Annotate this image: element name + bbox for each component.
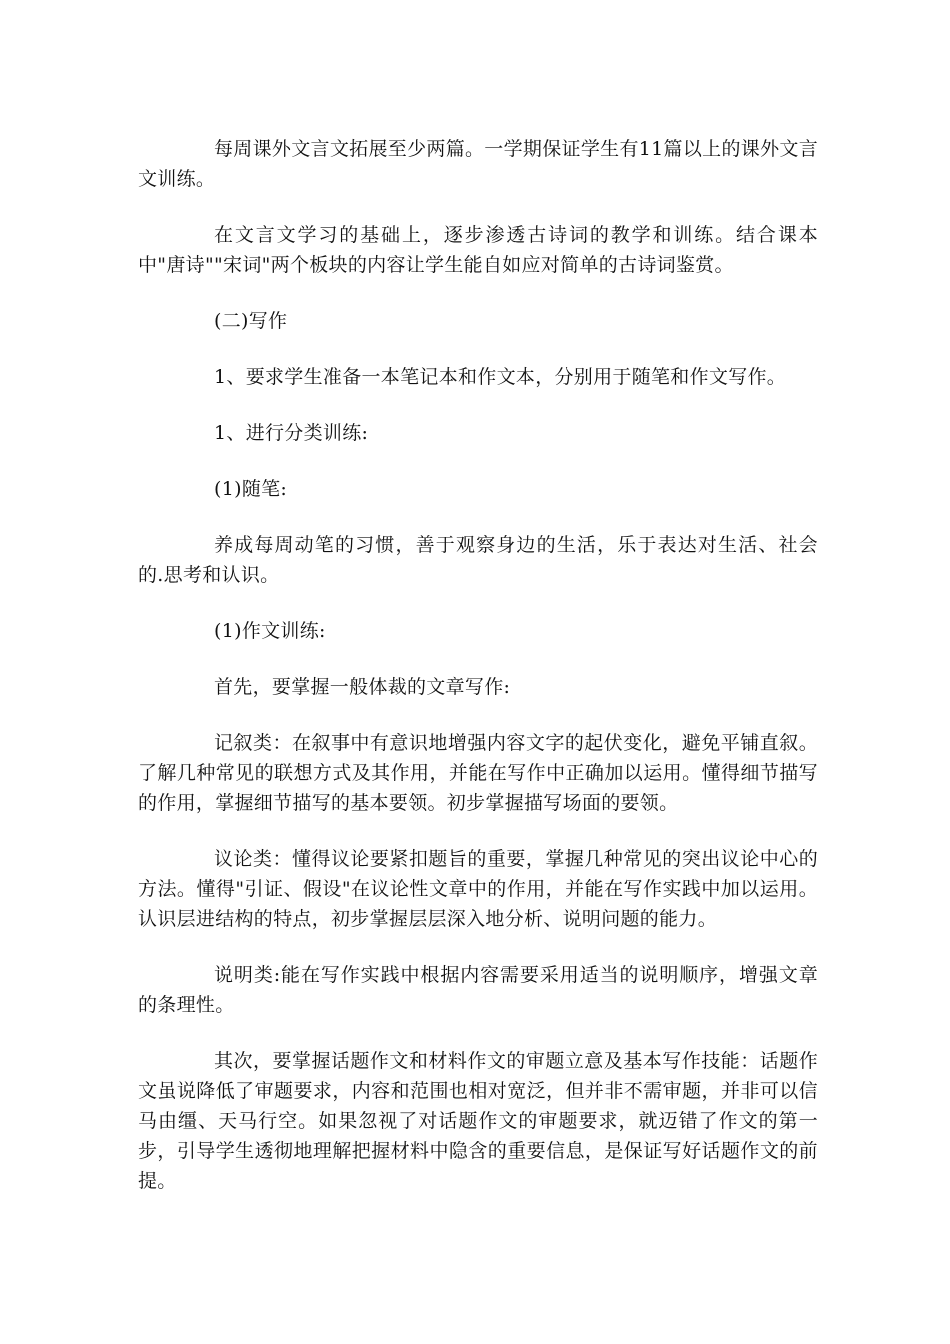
paragraph-classified-training: 1、进行分类训练: [214,422,369,444]
paragraph-classical-reading: 每周课外文言文拓展至少两篇。一学期保证学生有11篇以上的课外文言文训练。 [138,138,818,190]
paragraph-poetry: 在文言文学习的基础上，逐步渗透古诗词的教学和训练。结合课本中"唐诗""宋词"两个板块的内容让学生能自如应对简单的古诗词鉴赏。 [138,224,818,276]
subheading-essay-notes: (1)随笔: [214,478,288,500]
paragraph-argumentative: 议论类：懂得议论要紧扣题旨的重要，掌握几种常见的突出议论中心的方法。懂得"引证、假设"在议论性文章中的作用，并能在写作实践中加以运用。认识层进结构的特点，初步掌握层层深入地分析、说明问题的能力。 [138,848,818,930]
section-heading-writing: (二)写作 [214,310,288,332]
paragraph-notebook: 1、要求学生准备一本笔记本和作文本，分别用于随笔和作文写作。 [214,366,787,388]
paragraph-topic-essay: 其次，要掌握话题作文和材料作文的审题立意及基本写作技能：话题作文虽说降低了审题要求，内容和范围也相对宽泛，但并非不需审题，并非可以信马由缰、天马行空。如果忽视了对话题作文的审题要求，就迈错了作文的第一步，引导学生透彻地理解把握材料中隐含的重要信息，是保证写好话题作文的前提。 [138,1050,818,1192]
paragraph-expository: 说明类:能在写作实践中根据内容需要采用适当的说明顺序，增强文章的条理性。 [138,964,818,1016]
document-body [138,134,818,1222]
subheading-composition-training: (1)作文训练: [214,620,326,642]
paragraph-weekly-writing: 养成每周动笔的习惯，善于观察身边的生活，乐于表达对生活、社会的.思考和认识。 [138,534,818,586]
paragraph-narrative: 记叙类：在叙事中有意识地增强内容文字的起伏变化，避免平铺直叙。了解几种常见的联想方式及其作用，并能在写作中正确加以运用。懂得细节描写的作用，掌握细节描写的基本要领。初步掌握描写场面的要领。 [138,732,818,814]
paragraph-general-genres: 首先，要掌握一般体裁的文章写作: [214,676,511,698]
